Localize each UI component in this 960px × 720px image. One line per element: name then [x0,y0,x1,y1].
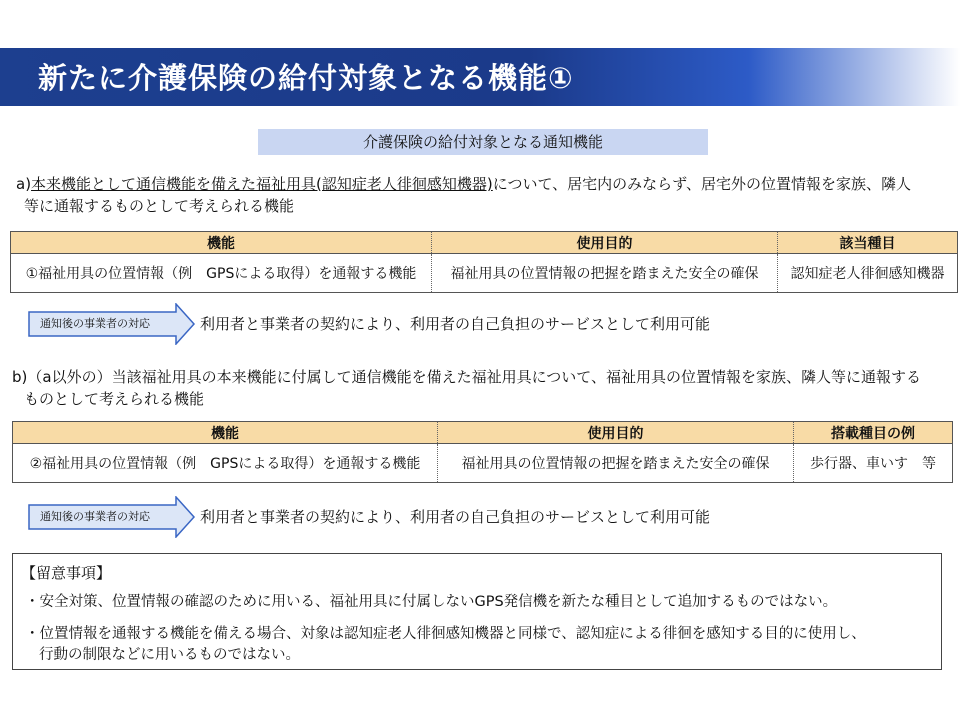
table-b-header-function: 機能 [13,422,438,444]
notes-box [12,553,942,670]
table-b-header-row [13,422,953,444]
table-row [13,444,953,483]
table-a-header-purpose: 使用目的 [432,232,778,254]
notes-title: 【留意事項】 [21,564,112,582]
table-a-header-type: 該当種目 [778,232,958,254]
section-b-arrow-text: 利用者と事業者の契約により、利用者の自己負担のサービスとして利用可能 [200,508,711,526]
section-a-underlined: 本来機能として通信機能を備えた福祉用具(認知症老人徘徊感知機器) [31,175,493,193]
section-a-arrow-label: 通知後の事業者の対応 [40,317,150,330]
table-b [12,421,953,483]
section-a-rest: について、居宅内のみならず、居宅外の位置情報を家族、隣人 [492,175,911,193]
table-a-header-row [11,232,958,254]
table-a-cell-type: 認知症老人徘徊感知機器 [778,254,958,293]
table-b-header-type: 搭載種目の例 [794,422,953,444]
note-item-2-line1: ・位置情報を通報する機能を備える場合、対象は認知症老人徘徊感知機器と同様で、認知症による徘徊を感知する目的に使用し、 [25,626,866,642]
note-item-2-line2: 行動の制限などに用いるものではない。 [39,647,300,663]
page-title: 新たに介護保険の給付対象となる機能① [38,61,574,95]
table-b-header-purpose: 使用目的 [438,422,794,444]
table-b-cell-function: ②福祉用具の位置情報（例 GPSによる取得）を通報する機能 [13,444,438,483]
table-row [11,254,958,293]
section-b-description [12,366,957,410]
section-b-line2: ものとして考えられる機能 [24,390,205,408]
title-banner [0,48,960,106]
section-a-description [16,173,951,217]
section-subtitle: 介護保険の給付対象となる通知機能 [258,129,708,155]
section-a-line2: 等に通報するものとして考えられる機能 [24,197,295,215]
table-a [10,231,958,293]
section-b-line1: b)（a以外の）当該福祉用具の本来機能に付属して通信機能を備えた福祉用具について、福祉用具の位置情報を家族、隣人等に通報する [12,368,921,386]
table-b-cell-purpose: 福祉用具の位置情報の把握を踏まえた安全の確保 [438,444,794,483]
note-item-2 [25,624,930,666]
table-a-cell-purpose: 福祉用具の位置情報の把握を踏まえた安全の確保 [432,254,778,293]
table-a-header-function: 機能 [11,232,432,254]
section-a-arrow-text: 利用者と事業者の契約により、利用者の自己負担のサービスとして利用可能 [200,315,711,333]
note-item-1: ・安全対策、位置情報の確認のために用いる、福祉用具に付属しないGPS発信機を新たな種目として追加するものではない。 [25,594,838,610]
section-a-prefix: a) [16,175,32,193]
table-a-cell-function: ①福祉用具の位置情報（例 GPSによる取得）を通報する機能 [11,254,432,293]
table-b-cell-type: 歩行器、車いす 等 [794,444,953,483]
section-b-arrow-label: 通知後の事業者の対応 [40,510,150,523]
